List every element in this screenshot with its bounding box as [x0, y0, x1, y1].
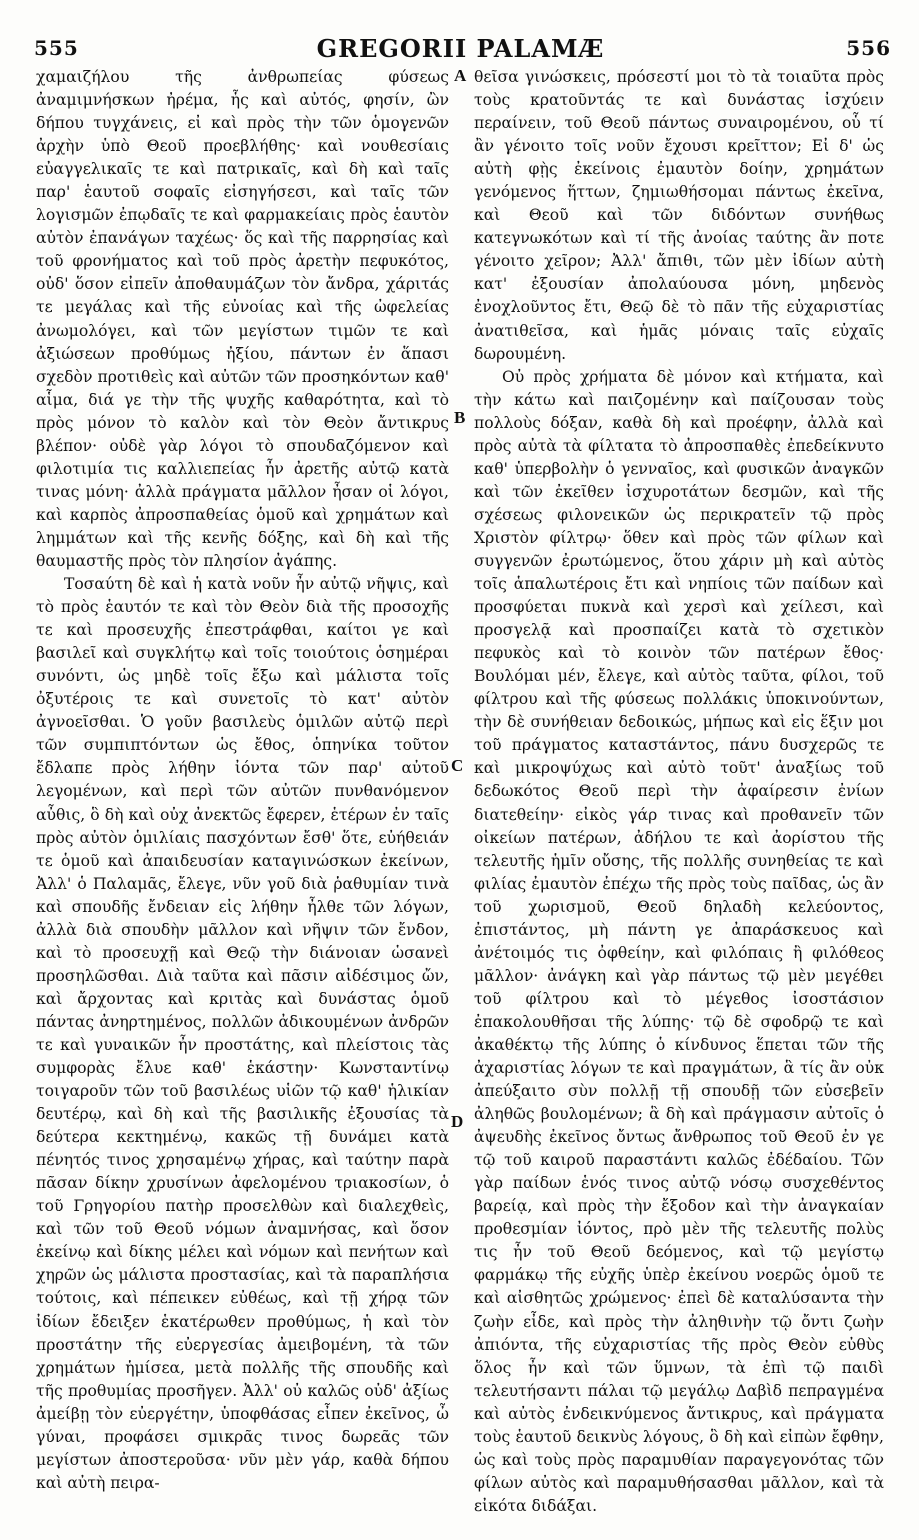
- left-column: [36, 66, 449, 1518]
- margin-marker-a: A: [454, 66, 467, 85]
- right-column: [474, 66, 884, 1515]
- right-paragraph-2: Οὐ πρὸς χρήματα δὲ μόνον καὶ κτήματα, καὶ τὴν κάτω καὶ παιζομένην καὶ παίζουσαν τοὺς πολλοὺς δόξαν, καθὰ δὴ καὶ προέφην, ἀλλὰ καὶ πρὸς αὐτὰ τὰ φίλτατα τὸ ἀπροσπαθὲς ἐπεδείκνυτο καθ' ὑπερβολὴν ὁ γενναῖος, καὶ φυσικῶν ἀναγκῶν καὶ τῶν ἐκεῖθεν ἰσχυροτάτων δεσμῶν, καὶ τῆς σχέσεως φιλονεικῶν ὡς περικρατεῖν τῷ πρὸς Χριστὸν φίλτρῳ· ὅθεν καὶ πρὸς τῶν φίλων καὶ συγγενῶν ἐρωτώμενος, ὅτου χάριν μὴ καὶ αὐτὸς τοῖς ἁπαλωτέροις ἔτι καὶ νηπίοις τῶν παίδων καὶ προσφύεται πυκνὰ καὶ χερσὶ καὶ χείλεσι, καὶ προσγελᾷ καὶ προσπαίζει κατὰ τὸ σχετικὸν πεφυκὸς καὶ τὸ κοινὸν τῶν πατέρων ἔθος· Βουλόμαι μέν, ἔλεγε, καὶ αὐτὸς ταῦτα, φίλοι, τοῦ φίλτρου καὶ τῆς φύσεως πολλάκις ὑποκινούντων, τὴν δὲ συνήθειαν δεδοικώς, μήπως καὶ εἰς ἕξιν μοι τοῦ πράγματος καταστάντος, πάνυ δυσχερῶς τε καὶ μικροψύχως καὶ αὐτὸ τοῦτ' ἀναξίως τοῦ δεδωκότος Θεοῦ περὶ τὴν ἀφαίρεσιν ἐνίων διατεθείην· εἰκὸς γάρ τινας καὶ προθανεῖν τῶν οἰκείων πατέρων, ἀδήλου τε καὶ ἀορίστου τῆς τελευτῆς ἡμῖν οὔσης, τῆς πολλῆς συνηθείας τε καὶ φιλίας ἐμαυτὸν ἐπέχω τῆς πρὸς τοὺς παῖδας, ὡς ἂν τοῦ χωρισμοῦ, Θεοῦ δηλαδὴ κελεύοντος, ἐπιστάντος, μὴ πάντη γε ἀπαράσκευος καὶ ἀνέτοιμός τις ὀφθείην, καὶ φιλόπαις ἢ φιλόθεος μᾶλλον· ἀνάγκη καὶ γὰρ πάντως τῷ μὲν μεγέθει τοῦ φίλτρου καὶ τὸ μέγεθος ἰσοστάσιον ἐπακολουθῆσαι τῆς λύπης· τῷ δὲ σφοδρῷ τε καὶ ἀκαθέκτῳ τῆς λύπης ὁ κίνδυνος ἕπεται τῶν τῆς ἀχαριστίας λόγων τε καὶ πραγμάτων, ἃ τίς ἂν οὐκ ἀπεύξαιτο σὺν πολλῇ τῇ σπουδῇ τῶν εὐσεβεῖν ἀληθῶς βουλομένων; ἃ δὴ καὶ πράγμασιν αὐτοῖς ὁ ἀψευδὴς ἐκεῖνος ὄντως ἄνθρωπος τοῦ Θεοῦ ἐν γε τῷ τοῦ καιροῦ παραστάντι καλῶς ἐδέδαίου. Τῶν γὰρ παίδων ἑνός τινος αὐτῷ νόσῳ συσχεθέντος βαρείᾳ, καὶ πρὸς τὴν ἔξοδον καὶ τὴν ἀναγκαίαν προθεσμίαν ἰόντος, πρὸ μὲν τῆς τελευτῆς πολὺς τις ἦν τοῦ Θεοῦ δεόμενος, καὶ τῷ μεγίστῳ φαρμάκῳ τῆς εὐχῆς ὑπὲρ ἐκείνου νοερῶς ὁμοῦ τε καὶ αἰσθητῶς χρώμενος· ἐπεὶ δὲ καταλύσαντα τὴν ζωὴν εἶδε, καὶ πρὸς τὴν ἀληθινὴν τῷ ὄντι ζωὴν ἀπιόντα, τῆς εὐχαριστίας τῆς πρὸς Θεὸν εὐθὺς ὅλος ἦν καὶ τῶν ὕμνων, τὰ ἐπὶ τῷ παιδὶ τελευτήσαντι πάλαι τῷ μεγάλῳ Δαβὶδ πεπραγμένα καὶ αὐτὸς ἐνδεικνύμενος ἄντικρυς, καὶ πράγματα τοὺς ἑαυτοῦ δεικνὺς λόγους, ὃ δὴ καὶ εἰπὼν ἔφθην, ὡς καὶ τοὺς πρὸς παραμυθίαν παραγεγονότας τῶν φίλων αὐτὸς καὶ παραμυθήσασθαι μᾶλλον, καὶ τὰ εἰκότα διδάξαι.: [474, 367, 884, 1515]
- right-page-number: 556: [846, 36, 891, 60]
- margin-marker-c: C: [451, 756, 464, 775]
- running-title: GREGORII PALAMÆ: [316, 34, 605, 63]
- left-page-number: 555: [34, 36, 79, 60]
- right-paragraph-1: θεῖσα γινώσκεις, πρόσεστί μοι τὸ τὰ τοιαῦτα πρὸς τοὺς κρατοῦντάς τε καὶ δυνάστας ἰσχύειν περαίνειν, τοῦ Θεοῦ πάντως συναιρομένου, οὗ τί ἂν γένοιτο τοῖς νοῦν ἔχουσι κρεῖττον; Εἰ δ' ὡς αὐτὴ φῂς ἐκείνοις ἐμαυτὸν δοίην, χρημάτων γενόμενος ἥττων, ζημιωθήσομαι πάντως ἐκεῖνα, καὶ Θεοῦ καὶ τῶν διδόντων συνήθως κατεγνωκότων καὶ τί τῆς ἀνοίας ταύτης ἂν ποτε γένοιτο χεῖρον; Ἀλλ' ἄπιθι, τῶν μὲν ἰδίων αὐτὴ κατ' ἐξουσίαν ἀπολαύουσα μόνη, μηδενὸς ἐνοχλοῦντος ἔτι, Θεῷ δὲ τὸ πᾶν τῆς εὐχαριστίας ἀνατιθεῖσα, καὶ ἡμᾶς μόναις ταῖς εὐχαῖς δωρουμένη.: [474, 68, 884, 363]
- left-paragraph-2: Τοσαύτη δὲ καὶ ἡ κατὰ νοῦν ἦν αὐτῷ νῆψις, καὶ τὸ πρὸς ἑαυτόν τε καὶ τὸν Θεὸν διὰ τῆς προσοχῆς τε καὶ προσευχῆς ἐπεστράφθαι, καίτοι γε καὶ βασιλεῖ καὶ συγκλήτῳ καὶ τοῖς τοιούτοις ὁσημέραι συνόντι, ὡς μηδὲ τοῖς ἔξω καὶ μάλιστα τοῖς ὀξυτέροις τε καὶ συνετοῖς τὸ κατ' αὐτὸν ἀγνοεῖσθαι. Ὁ γοῦν βασιλεὺς ὁμιλῶν αὐτῷ περὶ τῶν συμπιπτόντων ὡς ἔθος, ὁπηνίκα τοῦτον ἔδλαπε πρὸς λήθην ἰόντα τῶν παρ' αὐτοῦ λεγομένων, καὶ περὶ τῶν αὐτῶν πυνθανόμενον αὖθις, ὃ δὴ καὶ οὐχ ἀνεκτῶς ἔφερεν, ἑτέρων ἐν ταῖς πρὸς αὐτὸν ὁμιλίαις πασχόντων ἔσθ' ὅτε, εὐήθειάν τε ὁμοῦ καὶ ἀπαιδευσίαν καταγινώσκων ἐκείνων, Ἀλλ' ὁ Παλαμᾶς, ἔλεγε, νῦν γοῦ διὰ ῥαθυμίαν τινὰ καὶ σπουδῆς ἔνδειαν εἰς λήθην ἦλθε τῶν λόγων, ἀλλὰ διὰ σπουδὴν μᾶλλον καὶ νῆψιν τῶν ἔνδον, καὶ τὸ προσευχῇ καὶ Θεῷ τὴν διάνοιαν ὡσανεὶ προσηλῶσθαι. Διὰ ταῦτα καὶ πᾶσιν αἰδέσιμος ὤν, καὶ ἄρχοντας καὶ κριτὰς καὶ δυνάστας ὁμοῦ πάντας ἀνηρτημένος, πολλῶν ἀδικουμένων ἀνδρῶν τε καὶ γυναικῶν ἦν προστάτης, καὶ πλείστοις τὰς συμφορὰς ἔλυε καθ' ἑκάστην· Κωνσταντίνῳ τοιγαροῦν τῶν τοῦ βασιλέως υἱῶν τῷ καθ' ἡλικίαν δευτέρῳ, καὶ δὴ καὶ τῆς βασιλικῆς ἐξουσίας τὰ δεύτερα κεκτημένῳ, κακῶς τῇ δυνάμει κατὰ πένητός τινος χρησαμένῳ χήρας, καὶ ταύτην παρὰ πᾶσαν δίκην χρυσίνων ἀφελομένου τριακοσίων, ὁ τοῦ Γρηγορίου πατὴρ προσελθὼν καὶ διαλεχθεὶς, καὶ τῶν τοῦ Θεοῦ νόμων ἀναμνήσας, καὶ ὅσον ἐκείνῳ καὶ δίκης μέλει καὶ νόμων καὶ πενήτων καὶ χηρῶν ὡς μάλιστα προστασίας, καὶ τὰ παραπλήσια τούτοις, καὶ πέπεικεν εὐθέως, καὶ τῇ χήρᾳ τῶν ἰδίων ἔδειξεν ἑκατέρωθεν προθύμως, ἡ καὶ τὸν προστάτην τῆς εὐεργεσίας ἀμειβομένη, τὰ τῶν χρημάτων ἡμίσεα, μετὰ πολλῆς τῆς σπουδῆς καὶ τῆς προθυμίας προσῆγεν. Ἀλλ' οὐ καλῶς οὐδ' ἀξίως ἀμείβῃ τὸν εὐεργέτην, ὑποφθάσας εἶπεν ἐκεῖνος, ὦ γύναι, προφάσει σμικρᾶς τινος δωρεᾶς τῶν μεγίστων ἀποστεροῦσα· νῦν μὲν γάρ, καθὰ δήπου καὶ αὐτὴ πειρα-: [36, 575, 449, 1492]
- margin-marker-d: D: [451, 1112, 464, 1131]
- margin-marker-b: B: [454, 408, 466, 427]
- left-paragraph-1: χαμαιζήλου τῆς ἀνθρωπείας φύσεως ἀναμιμνήσκων ἠρέμα, ἧς καὶ αὐτός, φησίν, ὢν δήπου τυγχάνεις, εἰ καὶ πρὸς τὴν τῶν ὁμογενῶν ἀρχὴν ὑπὸ Θεοῦ προεβλήθης· καὶ νουθεσίαις εὐαγγελικαῖς τε καὶ πατρικαῖς, καὶ δὴ καὶ ταῖς παρ' ἑαυτοῦ σοφαῖς εἰσηγήσεσι, καὶ ταῖς τῶν λογισμῶν ἐπῳδαῖς τε καὶ φαρμακείαις πρὸς ἑαυτὸν αὐτὸν ἐπανάγων ταχέως· ὅς καὶ τῆς παρρησίας καὶ τοῦ φρονήματος καὶ τοῦ πρὸς ἀρετὴν πεφυκότος, οὐδ' ὅσον εἰπεῖν ἀποθαυμάζων τὸν ἄνδρα, χάριτάς τε μεγάλας καὶ τῆς εὐνοίας καὶ τῆς ὠφελείας ἀνωμολόγει, καὶ τῶν μεγίστων τιμῶν τε καὶ ἀξιώσεων προθύμως ἠξίου, πάντων ἐν ἅπασι σχεδὸν προτιθεὶς καὶ αὐτῶν τῶν προσηκόντων καθ' αἷμα, διά γε τὴν τῆς ψυχῆς καθαρότητα, καὶ τὸ πρὸς μόνον τὸ καλὸν καὶ τὸν Θεὸν ἄντικρυς βλέπον· οὐδὲ γὰρ λόγοι τὸ σπουδαζόμενον καὶ φιλοτιμία τις καλλιεπείας ἦν ἀρετῆς αὐτῷ κατὰ τινας μόνη· ἀλλὰ πράγματα μᾶλλον ἦσαν οἱ λόγοι, καὶ καρπὸς ἀπροσπαθείας ὁμοῦ καὶ χρημάτων καὶ λημμάτων καὶ τῆς κενῆς δόξης, καὶ δὴ καὶ τῆς θαυμαστῆς πρὸς τὸν πλησίον ἀγάπης.: [36, 68, 449, 570]
- page-header: [30, 34, 891, 64]
